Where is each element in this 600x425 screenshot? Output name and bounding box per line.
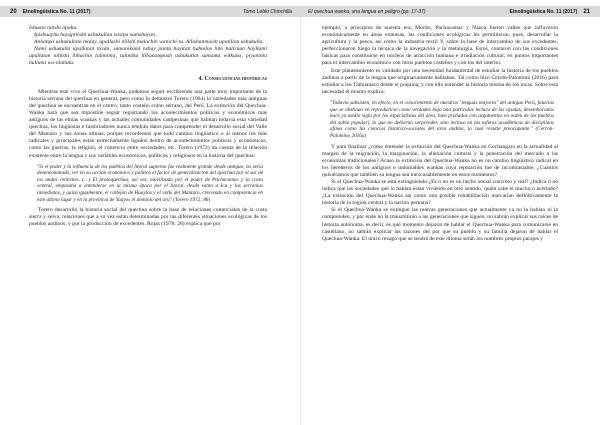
paragraph: Torero desarrolló la historia social del quechua sobre la base de relaciones comerciales de la costa sierra y selva, relaciones que a su vez están determinadas por las diferentes situaciones ecológicas de los pueblos andinos, y por la producción de excedentes. Rojas (1978: 28) explica que por: [29, 207, 267, 228]
right-running-title: El quechua wanka, una lengua en peligro (pp. 17-37): [308, 8, 426, 15]
quote-line: Anlampa ushukullata malay, upallashi nillshi malachin wanichi-ta. Allishanmaish upatillan ushukulla.: [34, 39, 264, 46]
right-page-number: 21: [583, 8, 590, 15]
quote-line: Ipishuayhu hayaptinshi ushukullan isisipa wanshayan.: [34, 32, 157, 39]
paragraph: Si el Quechua-Wanka se extingue las nuevas generaciones que actualmente ya no la hablan ni la comprenden, y por ende no la transmitirán a las generaciones que siguen, no sabrán explicar sus raíces de historia autónoma, es decir, es qué momento dejaron de hablar el Quechua-Wanka para comunicarse en castellano, no sabrán explicar las razones del por qué su pueblo y su familia dejaron de hablar el Quechua-Wanka. El único rezago que se tendrá de este idioma serán los nombres propios parajes y: [322, 207, 558, 242]
left-running-title: Tomo Leblo Chinchilla: [242, 8, 292, 15]
right-page-body: [322, 25, 558, 243]
left-page-body: [29, 25, 267, 228]
paragraph: Mientras esté vivo el Quechua-Wanka, podemos seguir escribiendo una parte muy importante de la historia serrana del quechua en general, pero como lo demostró Torero (1964) la variedades más antiguas del quechua se encuentran en el centro, tanto costeño como serrano, del Perú. La extinción del Quechua-Wanka hará que sea imposible seguir registrando los acontecimientos políticos y económicos más antiguos de las etnias wankas y las actuales comunidades campesinas que habitan todavía esta variedad quechua, los lingüistas e historiadores nunca tendrán datos para comprender el desarrollo social del Valle del Mantaro y sus zonas altinas, porque recordemos que todo cambio lingüístico o al menos los más radicales y principales están estrechamente ligados dentro de acontecimientos políticos y económicos, como las guerras, la religión, el comercio entre sociedades, etc. Torero (1972) da cuenta de la relación existente entre la lengua y sus variables económicos, políticos y religiosos en la historia del quechua:: [29, 88, 267, 159]
paragraph: Este planteamiento es validado por una necesidad fundamental de estudiar la historia de los pueblos andinos a partir de la lengua que originariamente hablaban. Tal como hizo Cerrón-Palomino (2016) para estudiar a los Tiahuanaco desde el puquina, y con ello entender la historia misma de los incas. Sobre esta necesidad él mismo explica:: [322, 67, 558, 95]
paragraph: Y para finalizar ¿cómo entender la extinción del Quechua-Wanka en Cochangara en la actualidad al margen de la migración, la marginación, la alienación cultural y la penetración del mercado a las economías tradicionales? Acaso la extinción del Quechua-Wanka no es un cambio lingüístico radical en los herederos de los antiguos e indomables wankas cuya reputación fue de incontrastable, ¿Cuántos quisiéramos que también su lengua sea inexcusablemente en estos momentos?: [322, 143, 558, 178]
paragraph: Si el Quechua-Wanka se está extinguiendo ¿Es o no es un hecho social concreto y real? ¿Indica o no indica que las sociedades que lo hablan están viviendo en otro sentido, quién sabe el mucho o acertado? ¿La extinción del Quechua-Wanka así como una posible rehabilitación marcarían definitivamente la historia de la región central y la nación peruana?: [322, 178, 558, 207]
right-page: [300, 0, 600, 425]
left-page-number: 20: [10, 8, 17, 15]
paragraph: ejemplo, a principios de nuestra era, Moche, Pachacamac y Nazca fueron valles que influyeron económicamente en áreas extensas, las condiciones ecológicas les permitieron, pues, desarrollar la agricultura y la pesca, así como la industria textil Y, sobre la base de intercambio de sus excedentes, perfeccionaron luego la técnica de la navegación y la metalurgia. Estos, contaron con las condiciones básicas para constituirse en núcleos de atracción humana e irradiación cultural; en puntos importantes para el intercambio económico con otros pueblos costeños y con los del interior.: [322, 25, 558, 67]
left-page-header: [0, 6, 300, 17]
quote-line: Ishuani ninshi opaha.: [29, 25, 78, 31]
quote-line: Nami ushukulla upallatan ticuta, sumanikami nshay puntu hayitan huhuilus hito hatiruun hayllami upallatan nilitshi llihachin tuliminta, tulimika llihanampash ushukullat sumanta wilkuna, piyaninta huliuna wa-niuhuta.: [29, 46, 267, 67]
left-journal-title: Etnolingüística No. 11 (2017): [22, 8, 91, 15]
left-quote-lines: [29, 25, 267, 68]
right-journal-title: Etnolingüística No. 11 (2017): [509, 8, 578, 15]
block-quote: "Si el poder y la influencia de los pueblos del litoral supieron fue realmente grande desde antiguo, no sería desencaminado, ver en su acción económica y política el factor de generalización del quechua por el sur de los andes centrales. (…) El protoquechua, así vez, movilizado por el poder de Pachacamac y la costa central, empezaba a entenderse en la misma época por el litoral, desde santa a Ica y las serranías inmediatas, y quizá igualmente, el callejón de Huaylas y el valle del Mantaro, creciendo en competencia en este último lugar y en la provincia de Yauyos el dominio del aru" (Torero 1972: 86): [37, 163, 263, 203]
section-heading: 4. Consecuencias históricas: [198, 75, 267, 82]
block-quote: "Todavía subsisten, en efecto, en el conocimiento de nuestras "lenguas mayores" del antiguo Perú, falacias que se obstinan en reproducirse como verdades bajo una particular lectura de las ayudas, desembocadas hace ya medio siglo por los especialistas del área, bien probadas con argumentos en orden de los pueblos del sabio populari, lo que no debieran sorprender, sino incluso en las esferas académicas de disciplinas afines como las ciencias histórico-sociales del área andina, lo cual resulta preocupante." (Cerrón-Palomino 2016a): [330, 99, 554, 139]
right-page-header: [300, 6, 600, 17]
